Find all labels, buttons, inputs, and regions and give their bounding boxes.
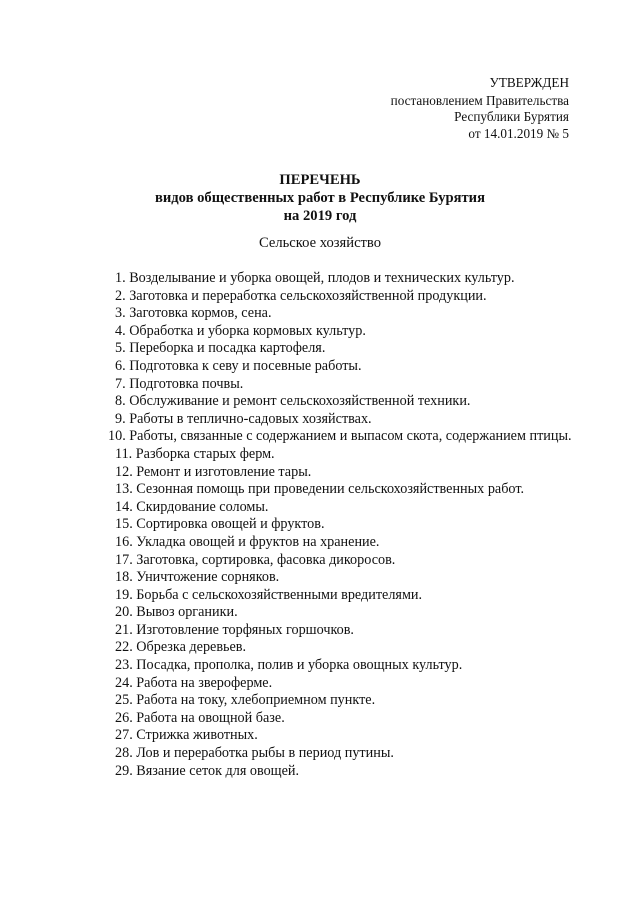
list-item: 27. Стрижка животных. (115, 727, 258, 744)
list-item: 12. Ремонт и изготовление тары. (115, 463, 312, 480)
approval-status: УТВЕРЖДЕН (489, 75, 569, 90)
list-item: 19. Борьба с сельскохозяйственными вредителями. (115, 586, 423, 603)
title-line-1: ПЕРЕЧЕНЬ (279, 172, 361, 188)
list-item: 29. Вязание сеток для овощей. (115, 762, 300, 779)
approval-line-1: постановлением Правительства (390, 92, 569, 108)
title-line-3: на 2019 год (283, 208, 357, 224)
approval-line-2: Республики Бурятия (454, 109, 569, 124)
list-item: 2. Заготовка и переработка сельскохозяйственной продукции. (115, 287, 487, 304)
list-item: 16. Укладка овощей и фруктов на хранение. (115, 533, 380, 550)
list-item: 17. Заготовка, сортировка, фасовка дикоросов. (115, 551, 396, 568)
list-item: 15. Сортировка овощей и фруктов. (115, 516, 325, 533)
list-item: 6. Подготовка к севу и посевные работы. (115, 357, 362, 374)
list-item: 21. Изготовление торфяных горшочков. (115, 621, 354, 638)
list-item: 5. Переборка и посадка картофеля. (115, 340, 326, 357)
list-item: 3. Заготовка кормов, сена. (115, 305, 272, 322)
list-item: 23. Посадка, прополка, полив и уборка овощных культур. (115, 657, 463, 674)
list-item: 11. Разборка старых ферм. (115, 445, 275, 462)
list-item: 20. Вывоз органики. (115, 604, 238, 621)
document-title (0, 171, 640, 225)
list-item: 26. Работа на овощной базе. (115, 709, 285, 726)
list-item: 9. Работы в теплично-садовых хозяйствах. (115, 410, 372, 427)
list-item: 14. Скирдование соломы. (115, 498, 269, 515)
works-list (83, 270, 583, 780)
list-item: 25. Работа на току, хлебоприемном пункте. (115, 692, 376, 709)
list-item: 28. Лов и переработка рыбы в период путины. (115, 745, 394, 762)
list-item: 18. Уничтожение сорняков. (115, 569, 280, 586)
list-item: 22. Обрезка деревьев. (115, 639, 247, 656)
list-item: 1. Возделывание и уборка овощей, плодов и технических культур. (115, 270, 515, 286)
list-item: 8. Обслуживание и ремонт сельскохозяйственной техники. (115, 393, 471, 410)
title-line-2: видов общественных работ в Республике Бурятия (155, 190, 485, 206)
approval-date: от 14.01.2019 № 5 (468, 125, 569, 141)
list-item: 7. Подготовка почвы. (115, 375, 244, 392)
approval-stamp (391, 75, 569, 142)
list-item: 10. Работы, связанные с содержанием и выпасом скота, содержанием птицы. (108, 428, 572, 445)
list-item: 24. Работа на звероферме. (115, 674, 273, 691)
section-heading: Сельское хозяйство (258, 235, 382, 251)
list-item: 4. Обработка и уборка кормовых культур. (115, 322, 366, 339)
list-item: 13. Сезонная помощь при проведении сельскохозяйственных работ. (115, 481, 525, 498)
